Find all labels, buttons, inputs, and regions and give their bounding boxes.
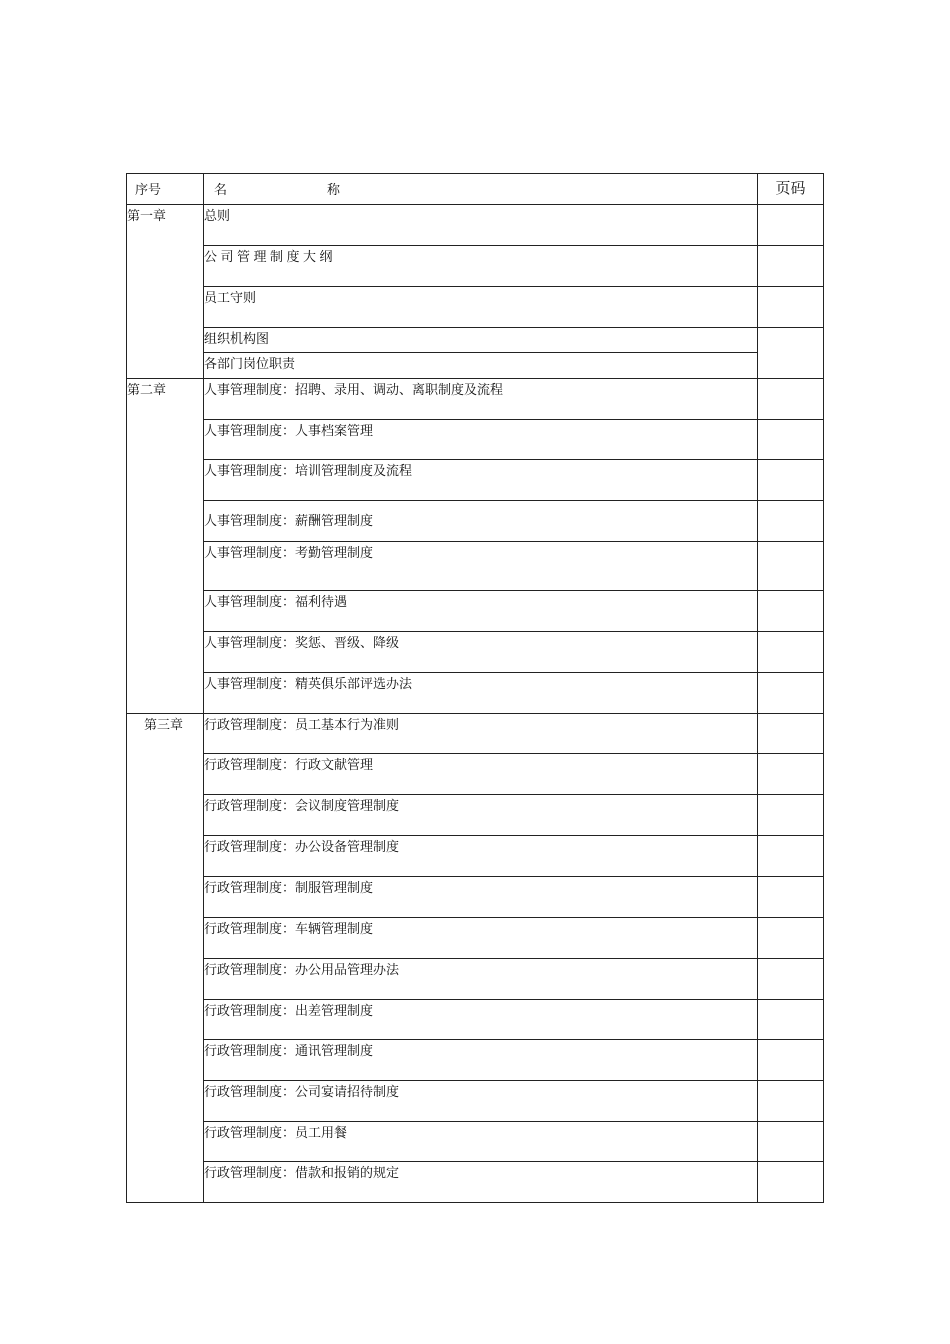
chapter-2-item: 人事管理制度：薪酬管理制度: [204, 501, 758, 542]
table-row: [127, 205, 824, 246]
table-row: [127, 1162, 824, 1203]
table-row: [127, 1081, 824, 1122]
chapter-3-item: 行政管理制度：员工用餐: [204, 1122, 758, 1162]
chapter-2-label: 第二章: [127, 379, 204, 714]
table-row: [127, 714, 824, 754]
table-row: [127, 632, 824, 673]
chapter-3-item: 行政管理制度：办公设备管理制度: [204, 836, 758, 877]
page-cell: [758, 542, 824, 591]
chapter-1-item: 组织机构图: [204, 328, 758, 353]
chapter-2-item: 人事管理制度：精英俱乐部评选办法: [204, 673, 758, 714]
table-row: [127, 1000, 824, 1040]
page-cell: [758, 328, 824, 379]
page-cell: [758, 673, 824, 714]
page-cell: [758, 836, 824, 877]
page-cell: [758, 877, 824, 918]
chapter-2-item: 人事管理制度：考勤管理制度: [204, 542, 758, 591]
table-row: [127, 918, 824, 959]
table-row: [127, 460, 824, 501]
table-row: [127, 501, 824, 542]
page-cell: [758, 591, 824, 632]
chapter-1-label: 第一章: [127, 205, 204, 379]
table-row: [127, 353, 824, 379]
page-cell: [758, 287, 824, 328]
chapter-3-item: 行政管理制度：会议制度管理制度: [204, 795, 758, 836]
chapter-3-item: 行政管理制度：员工基本行为准则: [204, 714, 758, 754]
page-cell: [758, 205, 824, 246]
chapter-2-item: 人事管理制度：招聘、录用、调动、离职制度及流程: [204, 379, 758, 420]
table-row: [127, 877, 824, 918]
page-cell: [758, 460, 824, 501]
table-row: [127, 420, 824, 460]
table-row: [127, 379, 824, 420]
header-row: [127, 174, 824, 205]
page-cell: [758, 714, 824, 754]
page-cell: [758, 420, 824, 460]
header-seq: 序号: [127, 174, 204, 205]
table-row: [127, 328, 824, 353]
page-cell: [758, 1162, 824, 1203]
page-cell: [758, 1040, 824, 1081]
header-name-b: 称: [327, 183, 341, 198]
page-cell: [758, 1122, 824, 1162]
chapter-2-item: 人事管理制度：奖惩、晋级、降级: [204, 632, 758, 673]
page-cell: [758, 918, 824, 959]
chapter-1-item: 总则: [204, 205, 758, 246]
table-row: [127, 836, 824, 877]
chapter-3-label: 第三章: [127, 714, 204, 1203]
page-cell: [758, 754, 824, 795]
chapter-3-item: 行政管理制度：公司宴请招待制度: [204, 1081, 758, 1122]
chapter-2-item: 人事管理制度：人事档案管理: [204, 420, 758, 460]
table-row: [127, 673, 824, 714]
header-page: 页码: [758, 174, 824, 205]
chapter-1-item: 员工守则: [204, 287, 758, 328]
header-name-a: 名: [214, 183, 228, 198]
table-row: [127, 795, 824, 836]
page-cell: [758, 1081, 824, 1122]
chapter-3-item: 行政管理制度：车辆管理制度: [204, 918, 758, 959]
page-cell: [758, 959, 824, 1000]
chapter-2-item: 人事管理制度：福利待遇: [204, 591, 758, 632]
page-cell: [758, 795, 824, 836]
chapter-2-item: 人事管理制度：培训管理制度及流程: [204, 460, 758, 501]
page-cell: [758, 246, 824, 287]
table-row: [127, 959, 824, 1000]
table-row: [127, 1040, 824, 1081]
table-row: [127, 754, 824, 795]
table-row: [127, 246, 824, 287]
chapter-1-item: 各部门岗位职责: [204, 353, 758, 379]
chapter-3-item: 行政管理制度：制服管理制度: [204, 877, 758, 918]
chapter-3-item: 行政管理制度：行政文献管理: [204, 754, 758, 795]
table-row: [127, 542, 824, 591]
chapter-3-item: 行政管理制度：通讯管理制度: [204, 1040, 758, 1081]
header-name: [204, 174, 758, 205]
table-row: [127, 287, 824, 328]
chapter-3-item: 行政管理制度：出差管理制度: [204, 1000, 758, 1040]
chapter-3-item: 行政管理制度：借款和报销的规定: [204, 1162, 758, 1203]
table-of-contents: [126, 173, 824, 1203]
chapter-1-item: 公司管理制度大纲: [204, 246, 758, 287]
table-row: [127, 1122, 824, 1162]
table-row: [127, 591, 824, 632]
page-cell: [758, 379, 824, 420]
page-cell: [758, 501, 824, 542]
page-cell: [758, 1000, 824, 1040]
chapter-3-item: 行政管理制度：办公用品管理办法: [204, 959, 758, 1000]
page-cell: [758, 632, 824, 673]
